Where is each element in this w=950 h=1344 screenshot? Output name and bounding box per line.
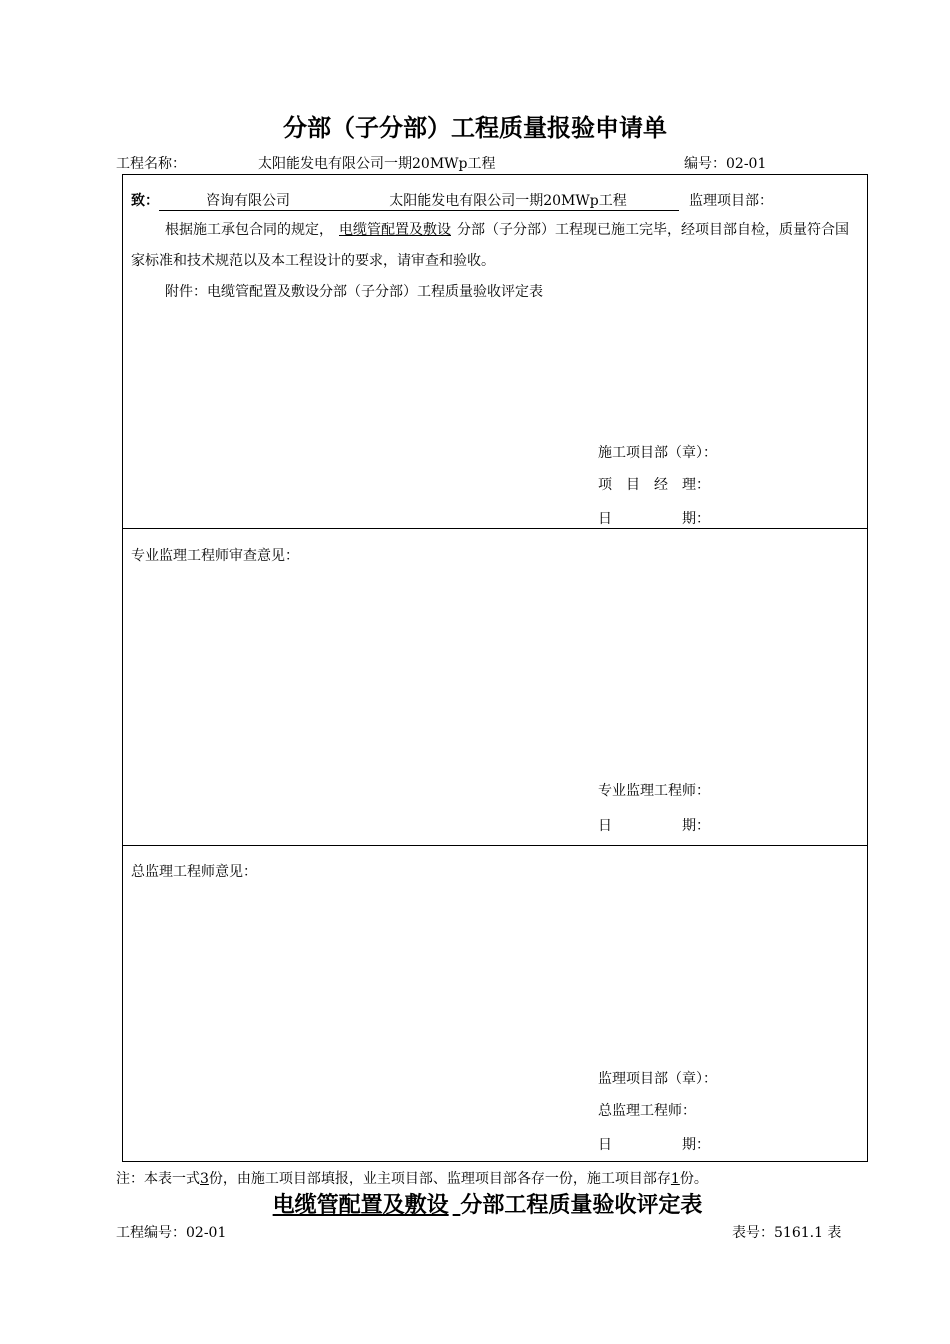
to-label: 致： [131, 193, 159, 209]
project-name: 太阳能发电有限公司一期20MWp工程 [258, 156, 496, 172]
body-prefix: 根据施工承包合同的规定， [165, 222, 333, 238]
supervisor-review-heading: 专业监理工程师审查意见： [131, 548, 299, 564]
attachment-line: 附件：电缆管配置及敷设分部（子分部）工程质量验收评定表 [165, 284, 543, 300]
project-name-label: 工程名称： [116, 156, 186, 172]
row-divider-2 [122, 845, 868, 846]
application-body [131, 215, 861, 277]
note-copies: 3 [200, 1171, 209, 1187]
evaluation-title-item: 电缆管配置及敷设 [272, 1193, 449, 1218]
chief-supervisor-heading: 总监理工程师意见： [131, 864, 257, 880]
supervision-dept-seal: 监理项目部（章）： [598, 1071, 717, 1087]
to-suffix: 监理项目部： [689, 193, 773, 209]
evaluation-form-title [0, 1188, 950, 1219]
to-company: 咨询有限公司 [159, 193, 337, 211]
addressee-line [131, 190, 773, 211]
supervising-engineer-sign: 专业监理工程师： [598, 783, 710, 799]
section3-date: 日 期： [598, 1137, 710, 1153]
construction-dept-seal: 施工项目部（章）： [598, 445, 717, 461]
row-divider-1 [122, 528, 868, 529]
evaluation-project-no: 工程编号：02-01 [116, 1225, 227, 1241]
project-manager-sign: 项 目 经 理： [598, 477, 710, 493]
section2-date: 日 期： [598, 818, 710, 834]
form-number: 编号：02-01 [684, 156, 767, 172]
body-suffix: 分部（子分部）工程现已施工完毕，经项目部自检，质量符合国家标准和技术规范以及本工程设计的要求，请审查和验收。 [131, 222, 849, 269]
footnote [116, 1168, 708, 1188]
body-item: 电缆管配置及敷设 [339, 222, 451, 238]
to-project: 太阳能发电有限公司一期20MWp工程 [337, 193, 679, 211]
evaluation-table-no: 表号：5161.1 表 [732, 1225, 842, 1241]
note-middle: 份，由施工项目部填报，业主项目部、监理项目部各存一份，施工项目部存 [208, 1171, 671, 1187]
note-keep: 1 [670, 1171, 680, 1187]
form-title: 分部（子分部）工程质量报验申请单 [283, 114, 667, 142]
note-suffix: 份。 [679, 1171, 708, 1187]
chief-engineer-sign: 总监理工程师： [598, 1103, 696, 1119]
form-table [122, 174, 868, 1162]
note-prefix: 注：本表一式 [116, 1171, 200, 1187]
section1-date: 日 期： [598, 511, 710, 527]
evaluation-title-rest: 分部工程质量验收评定表 [460, 1193, 703, 1218]
